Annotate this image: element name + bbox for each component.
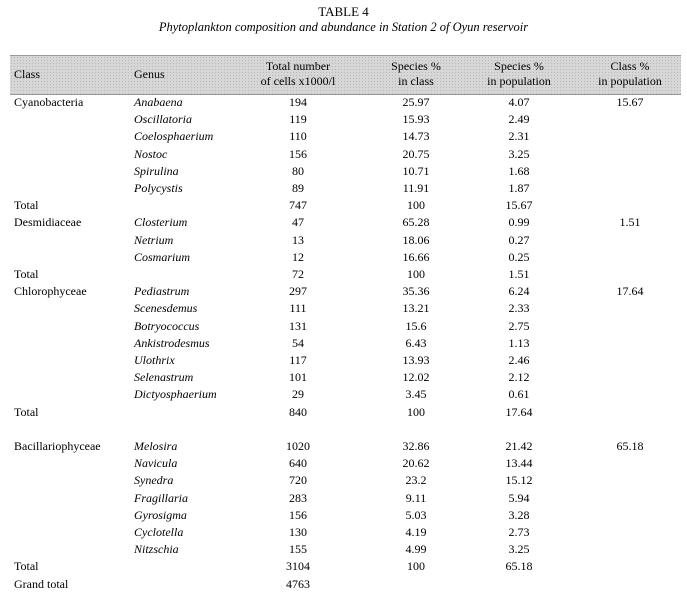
row-class-cell: Grand total — [14, 576, 69, 591]
row-genus-cell: Scenesdemus — [134, 301, 198, 316]
row-species-in-class-cell: 9.11 — [405, 490, 427, 505]
row-species-in-population-cell: 2.31 — [508, 129, 530, 144]
row-total-cells-cell: 54 — [292, 335, 304, 350]
row-class-in-population-cell: 65.18 — [616, 439, 644, 453]
table-row — [10, 111, 681, 128]
table-row — [10, 352, 681, 369]
table-row — [10, 335, 681, 352]
row-genus-cell: Synedra — [134, 473, 174, 488]
row-total-cells-cell: 156 — [289, 146, 307, 161]
row-species-in-class-cell: 5.03 — [405, 507, 427, 522]
row-total-cells-cell: 840 — [289, 404, 307, 419]
header-cpop-line2: in population — [598, 74, 662, 88]
row-species-in-population-cell: 65.18 — [505, 559, 533, 574]
row-total-cells-cell: 101 — [289, 370, 307, 385]
row-species-in-class-cell: 65.28 — [402, 215, 430, 230]
row-species-in-class-cell: 100 — [407, 559, 425, 574]
row-species-in-class-cell: 3.45 — [405, 387, 427, 402]
row-genus-cell: Fragillaria — [134, 490, 189, 505]
row-class-cell: Total — [14, 559, 39, 574]
row-species-in-class-cell: 15.6 — [405, 318, 427, 333]
row-genus-cell: Cosmarium — [134, 249, 191, 264]
row-species-in-population-cell: 3.28 — [508, 507, 530, 522]
row-species-in-population-cell: 2.73 — [508, 525, 530, 539]
row-total-cells-cell: 3104 — [286, 559, 310, 574]
row-genus-cell: Cyclotella — [134, 525, 184, 539]
row-class-in-population-cell: 1.51 — [619, 215, 641, 230]
row-total-cells-cell: 13 — [292, 232, 304, 247]
table-row — [10, 472, 681, 489]
row-genus-cell: Coelosphaerium — [134, 129, 214, 144]
header-total-line2: of cells x1000/l — [260, 74, 336, 88]
row-class-in-population-cell: 17.64 — [616, 284, 644, 299]
row-species-in-population-cell: 2.46 — [508, 353, 530, 367]
row-species-in-class-cell: 10.71 — [402, 163, 430, 178]
row-species-in-class-cell: 16.66 — [402, 249, 430, 264]
table-header — [10, 55, 681, 95]
row-class-cell: Total — [14, 404, 39, 419]
row-species-in-population-cell: 3.25 — [508, 542, 530, 557]
row-total-cells-cell: 720 — [289, 473, 307, 488]
row-total-cells-cell: 283 — [289, 490, 307, 505]
row-total-cells-cell: 110 — [289, 129, 307, 144]
table-row — [10, 404, 681, 421]
table-row — [10, 507, 681, 524]
row-total-cells-cell: 131 — [289, 318, 307, 333]
table-row — [10, 214, 681, 231]
header-sclass-line1: Species % — [391, 59, 441, 73]
row-genus-cell: Ankistrodesmus — [134, 335, 210, 350]
row-class-cell: Bacillariophyceae — [14, 439, 101, 453]
row-species-in-class-cell: 15.93 — [402, 112, 430, 127]
row-species-in-population-cell: 2.33 — [508, 301, 530, 316]
row-species-in-population-cell: 0.99 — [508, 215, 530, 230]
row-genus-cell: Ulothrix — [134, 353, 175, 367]
row-species-in-class-cell: 100 — [407, 198, 425, 213]
header-cpop-line1: Class % — [610, 59, 650, 73]
row-total-cells-cell: 89 — [292, 181, 304, 195]
header-class: Class — [14, 67, 41, 81]
row-genus-cell: Nostoc — [134, 146, 168, 161]
row-class-cell: Cyanobacteria — [14, 95, 84, 109]
row-species-in-population-cell: 21.42 — [505, 439, 533, 453]
table-row — [10, 180, 681, 197]
row-total-cells-cell: 117 — [289, 353, 307, 367]
row-class-cell: Desmidiaceae — [14, 215, 82, 230]
row-total-cells-cell: 72 — [292, 267, 304, 281]
table-row — [10, 386, 681, 403]
row-species-in-population-cell: 15.67 — [505, 198, 533, 213]
row-total-cells-cell: 80 — [292, 163, 304, 178]
row-total-cells-cell: 1020 — [286, 439, 310, 453]
row-species-in-population-cell: 17.64 — [505, 404, 533, 419]
row-species-in-class-cell: 14.73 — [402, 129, 430, 144]
table-row — [10, 318, 681, 335]
row-species-in-population-cell: 13.44 — [505, 456, 533, 471]
table-row — [10, 146, 681, 163]
table-row — [10, 558, 681, 575]
row-species-in-class-cell: 13.21 — [402, 301, 430, 316]
row-species-in-class-cell: 20.75 — [402, 146, 430, 161]
table-row — [10, 455, 681, 472]
row-species-in-population-cell: 1.68 — [508, 163, 530, 178]
row-species-in-class-cell: 13.93 — [402, 353, 430, 367]
header-spop-line1: Species % — [494, 59, 544, 73]
table-row — [10, 576, 681, 593]
row-species-in-class-cell: 100 — [407, 404, 425, 419]
row-class-in-population-cell: 15.67 — [616, 95, 644, 109]
row-species-in-population-cell: 1.51 — [508, 267, 530, 281]
row-species-in-population-cell: 15.12 — [505, 473, 533, 488]
row-total-cells-cell: 156 — [289, 507, 307, 522]
row-species-in-class-cell: 32.86 — [402, 439, 430, 453]
row-total-cells-cell: 29 — [292, 387, 304, 402]
row-species-in-class-cell: 23.2 — [405, 473, 427, 488]
header-species-in-population — [471, 59, 567, 89]
row-genus-cell: Navicula — [134, 456, 178, 471]
table-row — [10, 438, 681, 455]
row-species-in-class-cell: 6.43 — [405, 335, 427, 350]
row-species-in-population-cell: 2.75 — [508, 318, 530, 333]
row-species-in-population-cell: 0.27 — [508, 232, 530, 247]
row-genus-cell: Pediastrum — [134, 284, 190, 299]
row-species-in-population-cell: 1.13 — [508, 335, 530, 350]
table-row — [10, 232, 681, 249]
row-genus-cell: Selenastrum — [134, 370, 194, 385]
row-total-cells-cell: 640 — [289, 456, 307, 471]
row-species-in-population-cell: 1.87 — [508, 181, 530, 195]
table-row — [10, 524, 681, 541]
row-species-in-population-cell: 5.94 — [508, 490, 530, 505]
table-row — [10, 541, 681, 558]
row-class-cell: Total — [14, 198, 39, 213]
row-genus-cell: Dictyosphaerium — [134, 387, 217, 402]
row-species-in-class-cell: 12.02 — [402, 370, 430, 385]
row-total-cells-cell: 47 — [292, 215, 304, 230]
row-total-cells-cell: 4763 — [286, 576, 310, 591]
row-genus-cell: Botryococcus — [134, 318, 200, 333]
row-genus-cell: Closterium — [134, 215, 188, 230]
row-genus-cell: Polycystis — [134, 181, 183, 195]
row-genus-cell: Spirulina — [134, 163, 179, 178]
row-genus-cell: Nitzschia — [134, 542, 179, 557]
table-row — [10, 128, 681, 145]
row-species-in-population-cell: 4.07 — [508, 95, 530, 109]
header-total-number — [250, 59, 346, 89]
row-genus-cell: Netrium — [134, 232, 174, 247]
row-species-in-class-cell: 20.62 — [402, 456, 430, 471]
header-total-line1: Total number — [265, 59, 331, 73]
row-total-cells-cell: 111 — [289, 301, 307, 316]
row-species-in-class-cell: 4.19 — [405, 525, 427, 539]
header-spop-line2: in population — [487, 74, 551, 88]
header-species-in-class — [368, 59, 464, 89]
table-row — [10, 249, 681, 266]
row-species-in-population-cell: 6.24 — [508, 284, 530, 299]
row-species-in-class-cell: 11.91 — [402, 181, 430, 195]
table-row — [10, 266, 681, 283]
row-species-in-population-cell: 2.12 — [508, 370, 530, 385]
row-species-in-class-cell: 35.36 — [402, 284, 430, 299]
header-sclass-line2: in class — [398, 74, 434, 88]
table-row — [10, 300, 681, 317]
table-caption: Phytoplankton composition and abundance in Station 2 of Oyun reservoir — [158, 20, 529, 34]
row-total-cells-cell: 297 — [289, 284, 307, 299]
table-row — [10, 283, 681, 300]
row-total-cells-cell: 194 — [289, 95, 307, 109]
row-total-cells-cell: 119 — [289, 112, 307, 127]
row-species-in-population-cell: 3.25 — [508, 146, 530, 161]
header-genus: Genus — [134, 67, 165, 81]
table-row — [10, 94, 681, 111]
row-class-cell: Chlorophyceae — [14, 284, 87, 299]
table-row — [10, 490, 681, 507]
row-species-in-class-cell: 18.06 — [402, 232, 430, 247]
row-species-in-population-cell: 2.49 — [508, 112, 530, 127]
row-species-in-class-cell: 25.97 — [402, 95, 430, 109]
row-genus-cell: Gyrosigma — [134, 507, 187, 522]
row-total-cells-cell: 155 — [289, 542, 307, 557]
row-total-cells-cell: 12 — [292, 249, 304, 264]
row-genus-cell: Anabaena — [134, 95, 183, 109]
header-class-in-population — [582, 59, 678, 89]
table-row — [10, 197, 681, 214]
table-row — [10, 163, 681, 180]
row-total-cells-cell: 130 — [289, 525, 307, 539]
row-genus-cell: Melosira — [134, 439, 178, 453]
table-row — [10, 369, 681, 386]
row-class-cell: Total — [14, 267, 39, 281]
table-row — [10, 421, 681, 438]
row-total-cells-cell: 747 — [289, 198, 307, 213]
row-genus-cell: Oscillatoria — [134, 112, 193, 127]
row-species-in-population-cell: 0.61 — [508, 387, 530, 402]
row-species-in-class-cell: 100 — [407, 267, 425, 281]
row-species-in-population-cell: 0.25 — [508, 249, 530, 264]
row-species-in-class-cell: 4.99 — [405, 542, 427, 557]
table-title: TABLE 4 — [318, 4, 369, 19]
